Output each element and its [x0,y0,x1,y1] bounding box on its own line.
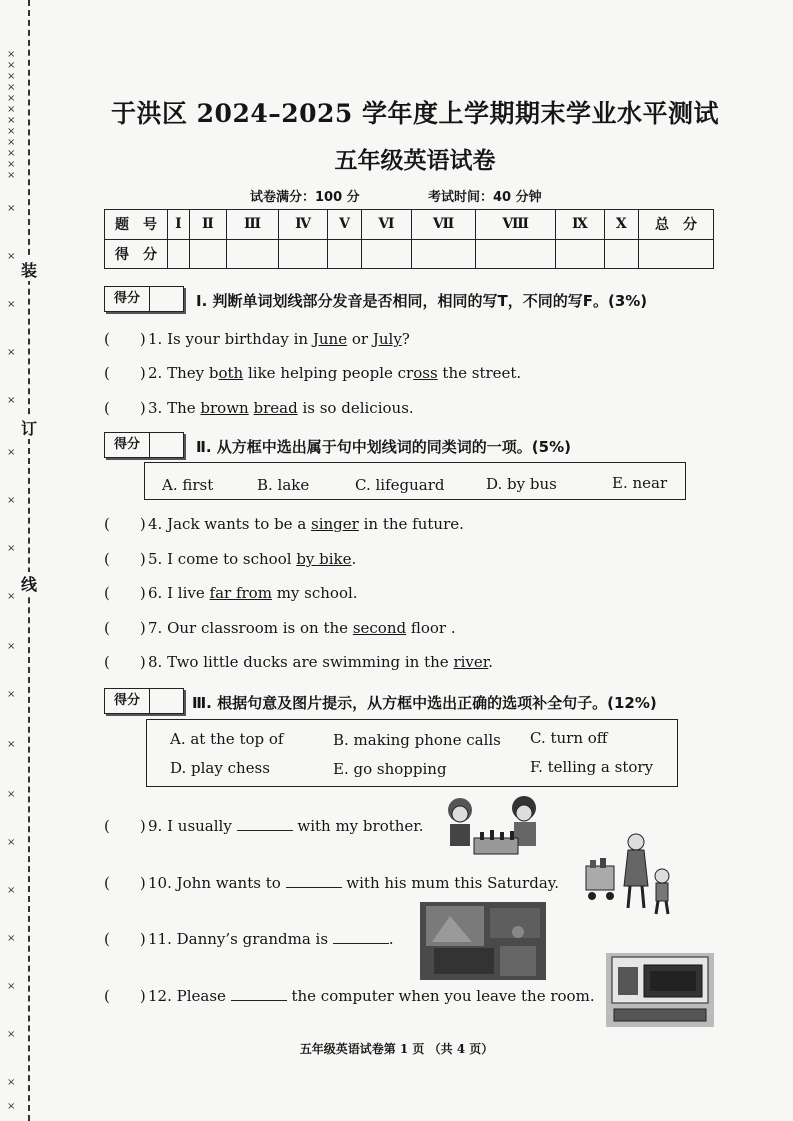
binding-word-xian: 线 [19,572,39,595]
row-label-score: 得 分 [105,239,168,269]
section3-score-box [104,688,184,714]
option-a: A. at the top of [170,730,284,748]
fill-in-blank[interactable] [333,929,389,944]
cross-mark: × [7,1029,16,1040]
cross-mark: × [7,170,16,181]
cross-mark: × [7,789,16,800]
binding-dashed-line [28,0,30,1121]
underlined-word: far from [209,584,272,602]
underlined-word: June [312,330,348,348]
answer-blank[interactable]: ( ) [104,817,146,835]
cross-mark: × [7,1077,16,1088]
cross-mark: × [7,137,16,148]
cross-mark: × [7,104,16,115]
cross-mark: × [7,148,16,159]
option-e: E. near [612,474,668,492]
question-1: ( ) 1. Is your birthday in June or July? [104,330,410,348]
shopping-mother-child-illustration [584,830,676,916]
section1-heading: Ⅰ. 判断单词划线部分发音是否相同，相同的写T，不同的写F。(3%) [196,292,648,310]
score-box-label: 得分 [105,689,150,713]
cross-mark: × [7,739,16,750]
score-cell[interactable] [411,239,476,269]
binding-word-zhuang: 装 [19,258,39,281]
answer-blank[interactable]: ( ) [104,619,146,637]
cross-mark: × [7,543,16,554]
answer-blank[interactable]: ( ) [104,330,146,348]
cross-mark: × [7,495,16,506]
score-cell[interactable] [476,239,556,269]
cross-mark: × [7,159,16,170]
col-viii: Ⅷ [476,210,556,240]
score-cell[interactable] [362,239,411,269]
cross-mark: × [7,591,16,602]
binding-word-ding: 订 [19,416,39,439]
underlined-word: July [372,330,402,348]
question-8: ( ) 8. Two little ducks are swimming in the river. [104,653,494,671]
answer-blank[interactable]: ( ) [104,874,146,892]
section2-score-box [104,432,184,458]
answer-blank[interactable]: ( ) [104,364,146,382]
cross-mark: × [7,71,16,82]
question-4: ( ) 4. Jack wants to be a singer in the future. [104,515,464,533]
question-10: ( ) 10. John wants to with his mum this Saturday. [104,874,560,892]
question-5: ( ) 5. I come to school by bike. [104,550,357,568]
score-cell[interactable] [604,239,638,269]
cross-mark: × [7,933,16,944]
underlined-word: second [352,619,407,637]
computer-illustration [606,953,714,1027]
col-iv: Ⅳ [279,210,328,240]
cross-mark: × [7,347,16,358]
exam-time-info: 考试时间：40 分钟 [428,190,542,205]
fill-in-blank[interactable] [286,873,342,888]
cross-mark: × [7,641,16,652]
cross-mark: × [7,885,16,896]
option-c: C. lifeguard [355,476,445,494]
exam-subtitle: 五年级英语试卷 [334,147,496,174]
total-score-cell[interactable] [639,239,714,269]
score-cell[interactable] [226,239,278,269]
cross-mark: × [7,1101,16,1112]
option-c: C. turn off [530,729,608,747]
question-12: ( ) 12. Please the computer when you leave the room. [104,987,595,1005]
underlined-word: bread [253,399,298,417]
cross-mark: × [7,82,16,93]
fill-in-blank[interactable] [237,816,293,831]
section3-heading: Ⅲ. 根据句意及图片提示，从方框中选出正确的选项补全句子。(12%) [192,694,657,712]
score-cell[interactable] [189,239,226,269]
score-cell[interactable] [279,239,328,269]
answer-blank[interactable]: ( ) [104,930,146,948]
col-vii: Ⅶ [411,210,476,240]
underlined-word: river [453,653,489,671]
cross-mark: × [7,447,16,458]
score-cell[interactable] [556,239,604,269]
col-ix: Ⅸ [556,210,604,240]
option-e: E. go shopping [333,760,447,778]
cross-mark: × [7,251,16,262]
chess-players-illustration [440,792,544,864]
underlined-word: oth [218,364,244,382]
section2-heading: Ⅱ. 从方框中选出属于句中划线词的同类词的一项。(5%) [196,438,571,456]
score-table-row-question [105,210,714,240]
fill-in-blank[interactable] [231,986,287,1001]
score-box-label: 得分 [105,433,150,457]
section1-score-box [104,286,184,312]
answer-blank[interactable]: ( ) [104,550,146,568]
question-2: ( ) 2. They both like helping people cross the street. [104,364,522,382]
cross-mark: × [7,115,16,126]
question-9: ( ) 9. I usually with my brother. [104,817,424,835]
col-ii: Ⅱ [189,210,226,240]
question-7: ( ) 7. Our classroom is on the second floor . [104,619,456,637]
cross-mark: × [7,689,16,700]
cross-mark: × [7,981,16,992]
underlined-word: singer [311,515,359,533]
option-b: B. lake [257,476,310,494]
underlined-word: oss [413,364,438,382]
answer-blank[interactable]: ( ) [104,399,146,417]
option-d: D. by bus [486,475,557,493]
option-f: F. telling a story [530,758,654,776]
full-score-info: 试卷满分：100 分 [250,190,360,205]
underlined-word: by bike [296,550,352,568]
col-i: I [168,210,190,240]
answer-blank[interactable]: ( ) [104,584,146,602]
col-total: 总 分 [639,210,714,240]
answer-blank[interactable]: ( ) [104,987,146,1005]
underlined-word: brown [200,399,249,417]
cross-mark: × [7,93,16,104]
option-b: B. making phone calls [333,731,501,749]
answer-blank[interactable]: ( ) [104,653,146,671]
score-table-row-score [105,239,714,269]
cross-mark: × [7,203,16,214]
option-d: D. play chess [170,759,270,777]
col-iii: Ⅲ [226,210,278,240]
cross-mark: × [7,837,16,848]
cross-mark: × [7,299,16,310]
score-cell[interactable] [327,239,361,269]
question-6: ( ) 6. I live far from my school. [104,584,358,602]
col-vi: Ⅵ [362,210,411,240]
cross-mark: × [7,49,16,60]
cross-mark: × [7,60,16,71]
score-box-label: 得分 [105,287,150,311]
cross-mark: × [7,395,16,406]
answer-blank[interactable]: ( ) [104,515,146,533]
score-table [104,209,714,269]
score-cell[interactable] [168,239,190,269]
option-a: A. first [162,476,214,494]
exam-title: 于洪区 2024–2025 学年度上学期期末学业水平测试 [110,99,720,128]
col-v: V [327,210,361,240]
col-x: X [604,210,638,240]
row-label-question-number: 题 号 [105,210,168,240]
grandma-photo [420,902,546,980]
question-3: ( ) 3. The brown bread is so delicious. [104,399,414,417]
page-footer: 五年级英语试卷第 1 页 （共 4 页） [299,1042,494,1056]
cross-mark: × [7,126,16,137]
question-11: ( ) 11. Danny’s grandma is . [104,930,394,948]
